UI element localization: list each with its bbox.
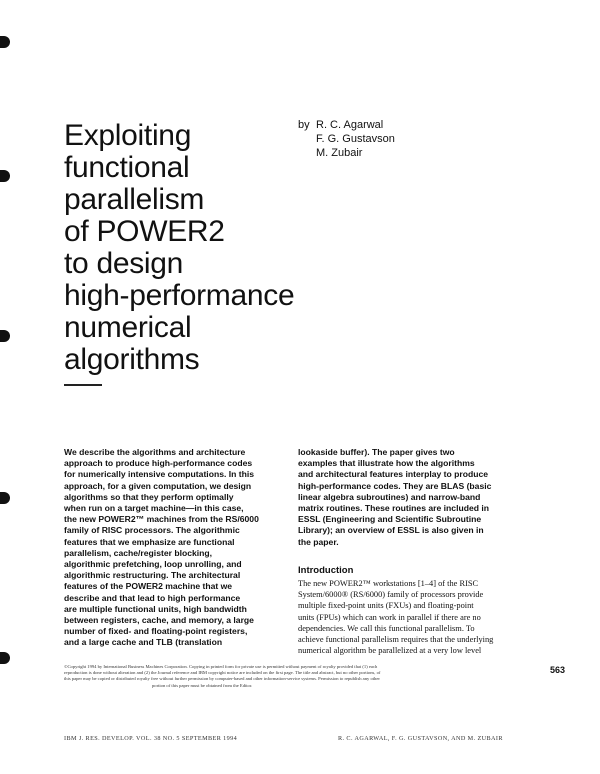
binder-hole-mark [0, 330, 10, 342]
introduction-line: achieve functional parallelism requires that the underlying [298, 635, 494, 645]
abstract-line: ESSL (Engineering and Scientific Subroutine [298, 514, 482, 525]
binder-hole-mark [0, 492, 10, 504]
abstract-line: features of the POWER2 machine that we [64, 581, 233, 592]
abstract-line: matrix routines. These routines are included in [298, 503, 490, 514]
copyright-line: portion of this paper must be obtained from the Editor. [152, 682, 253, 688]
author-name: M. Zubair [316, 147, 363, 159]
abstract-line: linear algebra subroutines) and narrow-band [298, 491, 481, 502]
abstract-line: when run on a target machine—in this case, [64, 503, 244, 514]
abstract-line: features that we emphasize are functional [64, 536, 235, 547]
title-line: algorithms [64, 343, 200, 376]
author-footer: R. C. AGARWAL, F. G. GUSTAVSON, AND M. ZUBAIR [338, 735, 503, 742]
abstract-line: Library); an overview of ESSL is also given in [298, 525, 484, 536]
title-line: functional [64, 151, 190, 184]
copyright-notice [64, 664, 532, 689]
introduction-line: System/6000® (RS/6000) family of processors provide [298, 590, 484, 600]
title-divider [64, 384, 102, 386]
introduction-line: numerical algorithm be parallelized at a very low level [298, 646, 482, 656]
abstract-line: are multiple functional units, high bandwidth [64, 603, 247, 614]
title-line: to design [64, 247, 184, 280]
title-line: Exploiting [64, 119, 192, 152]
copyright-line: this paper may be copied or distributed royalty free without further permission by computer-based and other information-service systems. Permission to republish any other [64, 676, 380, 682]
copyright-line: ©Copyright 1994 by International Business Machines Corporation. Copying in printed form for private use is permitted without payment of royalty provided that (1) each [64, 664, 378, 669]
abstract-line: We describe the algorithms and architecture [64, 447, 246, 457]
title-line: parallelism [64, 183, 205, 216]
author-name: R. C. Agarwal [316, 119, 384, 131]
introduction-heading: Introduction [298, 565, 354, 576]
introduction-line: dependencies. We call this functional parallelism. To [298, 623, 475, 633]
abstract-line: parallelism, cache/register blocking, [64, 547, 213, 558]
abstract-line: and architectural features interplay to produce [298, 469, 489, 480]
introduction-line: units (FPUs) which can work in parallel if there are no [298, 612, 481, 622]
abstract-line: algorithms so that they perform optimally [64, 491, 234, 502]
abstract-line: algorithmic prefetching, loop unrolling, and [64, 559, 242, 570]
introduction-line: multiple fixed-point units (FXUs) and floating-point [298, 601, 474, 611]
abstract-line: family of RISC processors. The algorithmic [64, 525, 240, 536]
binder-hole-mark [0, 170, 10, 182]
binder-hole-mark [0, 36, 10, 48]
title-line: numerical [64, 311, 192, 344]
author-by-label: by [298, 119, 310, 131]
abstract-line: lookaside buffer). The paper gives two [298, 447, 455, 457]
abstract-column-right [298, 447, 530, 548]
abstract-line: the paper. [298, 536, 339, 547]
abstract-line: approach, for a given computation, we design [64, 480, 252, 491]
page-number: 563 [550, 665, 566, 675]
abstract-line: describe and that lead to high performance [64, 592, 241, 603]
binder-hole-mark [0, 652, 10, 664]
abstract-line: high-performance codes. They are BLAS (basic [298, 480, 492, 491]
paper-title [64, 120, 344, 376]
abstract-line: algorithmic restructuring. The architectural [64, 570, 241, 581]
abstract-line: approach to produce high-performance codes [64, 458, 253, 469]
abstract-line: for numerically intensive computations. In this [64, 469, 255, 480]
introduction-line: The new POWER2™ workstations [1–4] of the RISC [298, 579, 479, 588]
abstract-line: between registers, cache, and memory, a large [64, 615, 254, 626]
abstract-line: number of fixed- and floating-point registers, [64, 626, 248, 637]
abstract-line: and a large cache and TLB (translation [64, 637, 223, 648]
author-name: F. G. Gustavson [316, 133, 395, 145]
copyright-line: reproduction is done without alteration and (2) the Journal reference and IBM copyright notice are included on the first page. The title and abstract, but no other portions, of [64, 670, 381, 676]
title-line: of POWER2 [64, 215, 225, 248]
introduction-body [298, 578, 530, 656]
title-line: high-performance [64, 279, 295, 312]
abstract-line: examples that illustrate how the algorithms [298, 458, 475, 469]
abstract-line: the new POWER2™ machines from the RS/6000 [64, 514, 259, 525]
journal-footer: IBM J. RES. DEVELOP. VOL. 38 NO. 5 SEPTEMBER 1994 [64, 735, 238, 742]
abstract-column-left [64, 447, 284, 649]
